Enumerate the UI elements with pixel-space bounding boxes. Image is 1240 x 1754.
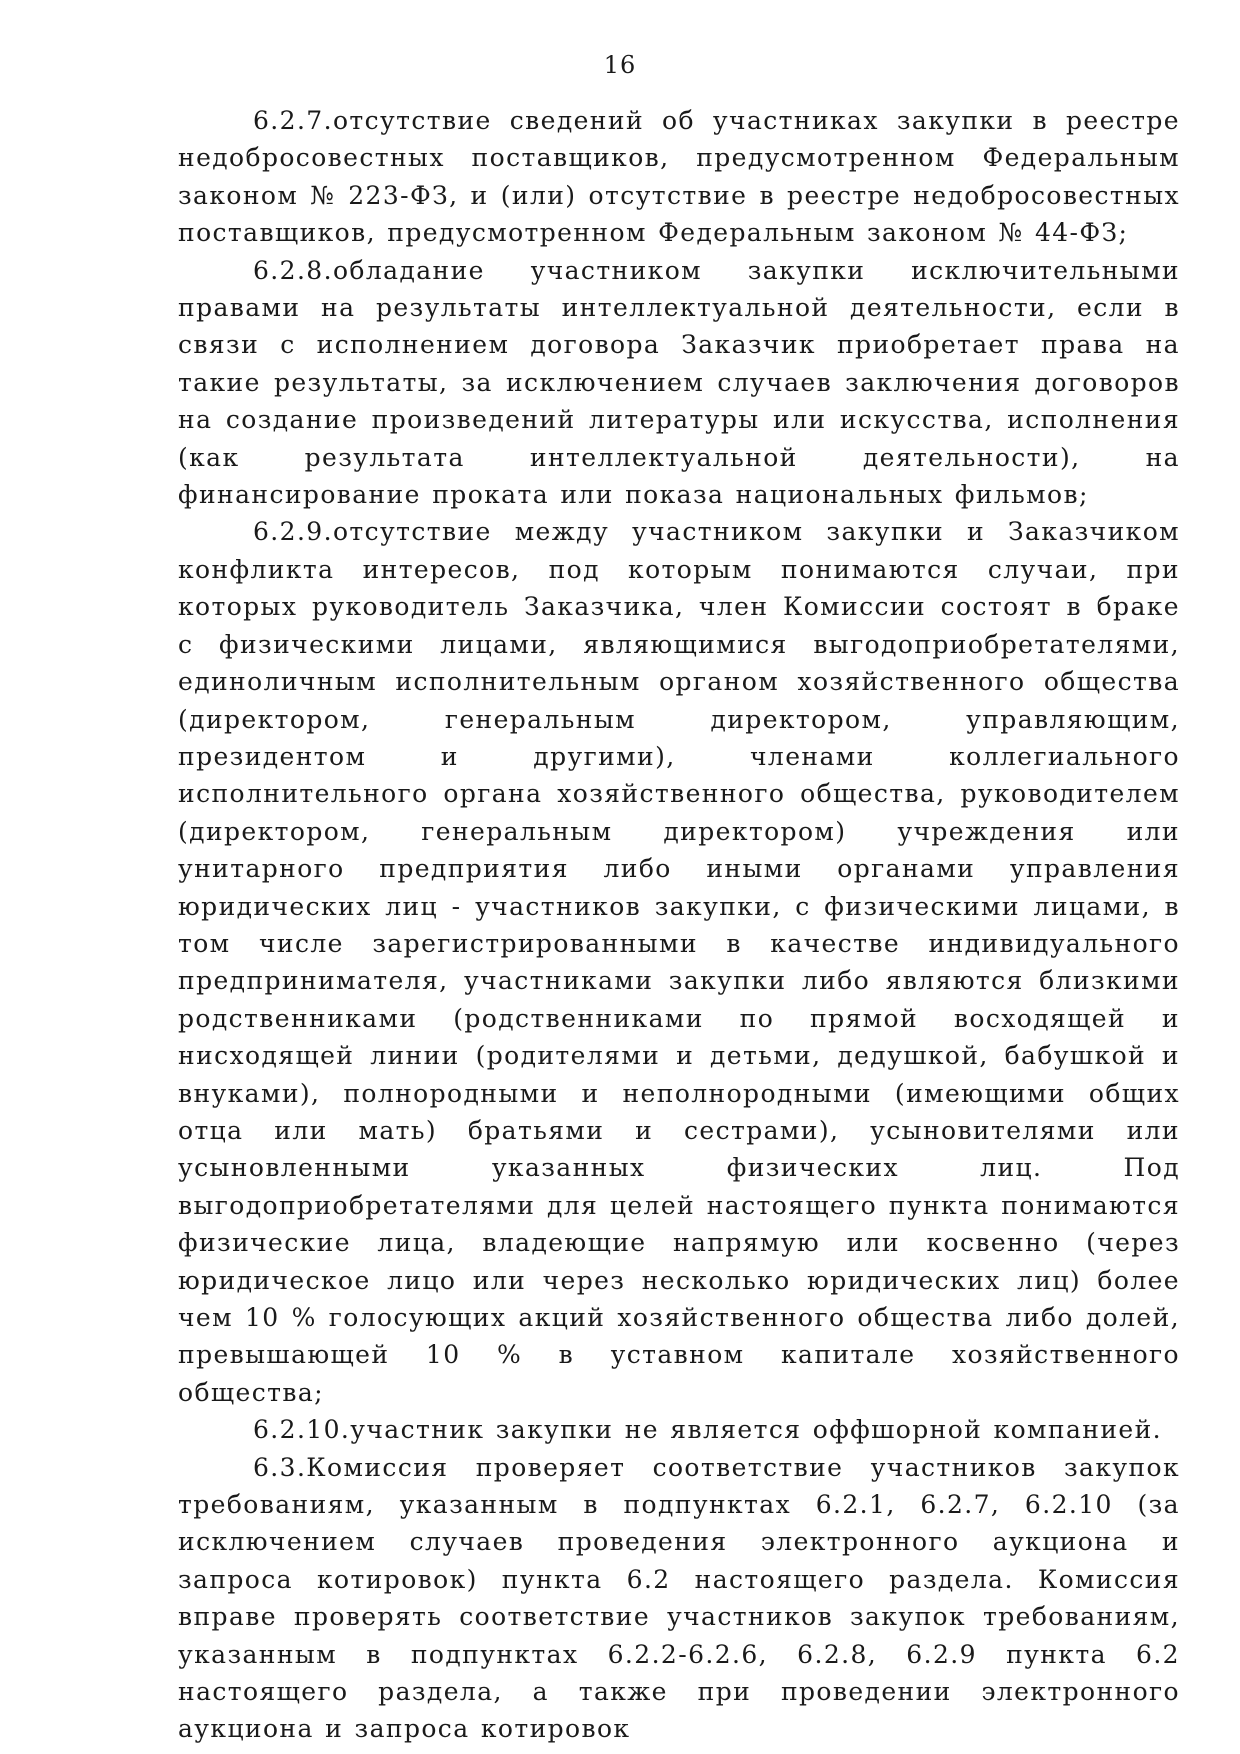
- paragraph-6-2-7: 6.2.7.отсутствие сведений об участниках закупки в реестре недобросовестных поставщиков, предусмотренном Федеральным законом № 223-ФЗ, и (или) отсутствие в реестре недобросовестных поставщиков, предусмотренном Федеральным законом № 44-ФЗ;: [178, 106, 1180, 248]
- paragraph-6-3: 6.3.Комиссия проверяет соответствие участников закупок требованиям, указанным в подпунктах 6.2.1, 6.2.7, 6.2.10 (за исключением случаев проведения электронного аукциона и запроса котировок) пункта 6.2 настоящего раздела. Комиссия вправе проверять соответствие участников закупок требованиям, указанным в подпунктах 6.2.2-6.2.6, 6.2.8, 6.2.9 пункта 6.2 настоящего раздела, а также при проведении электронного аукциона и запроса котировок: [178, 1452, 1180, 1744]
- paragraph-6-2-8: 6.2.8.обладание участником закупки исключительными правами на результаты интеллектуальной деятельности, если в связи с исполнением договора Заказчик приобретает права на такие результаты, за исключением случаев заключения договоров на создание произведений литературы или искусства, исполнения (как результата интеллектуальной деятельности), на финансирование проката или показа национальных фильмов;: [178, 255, 1180, 510]
- paragraph-6-2-10: 6.2.10.участник закупки не является оффшорной компанией.: [253, 1415, 1162, 1445]
- paragraph-6-2-9: 6.2.9.отсутствие между участником закупки и Заказчиком конфликта интересов, под которым понимаются случаи, при которых руководитель Заказчика, член Комиссии состоят в браке с физическими лицами, являющимися выгодоприобретателями, единоличным исполнительным органом хозяйственного общества (директором, генеральным директором, управляющим, президентом и другими), членами коллегиального исполнительного органа хозяйственного общества, руководителем (директором, генеральным директором) учреждения или унитарного предприятия либо иными органами управления юридических лиц - участников закупки, с физическими лицами, в том числе зарегистрированными в качестве индивидуального предпринимателя, участниками закупки либо являются близкими родственниками (родственниками по прямой восходящей и нисходящей линии (родителями и детьми, дедушкой, бабушкой и внуками), полнородными и неполнородными (имеющими общих отца или мать) братьями и сестрами), усыновителями или усыновленными указанных физических лиц. Под выгодоприобретателями для целей настоящего пункта понимаются физические лица, владеющие напрямую или косвенно (через юридическое лицо или через несколько юридических лиц) более чем 10 % голосующих акций хозяйственного общества либо долей, превышающей 10 % в уставном капитале хозяйственного общества;: [178, 517, 1180, 1407]
- page-number: 16: [603, 51, 637, 79]
- document-body: [178, 102, 1180, 1748]
